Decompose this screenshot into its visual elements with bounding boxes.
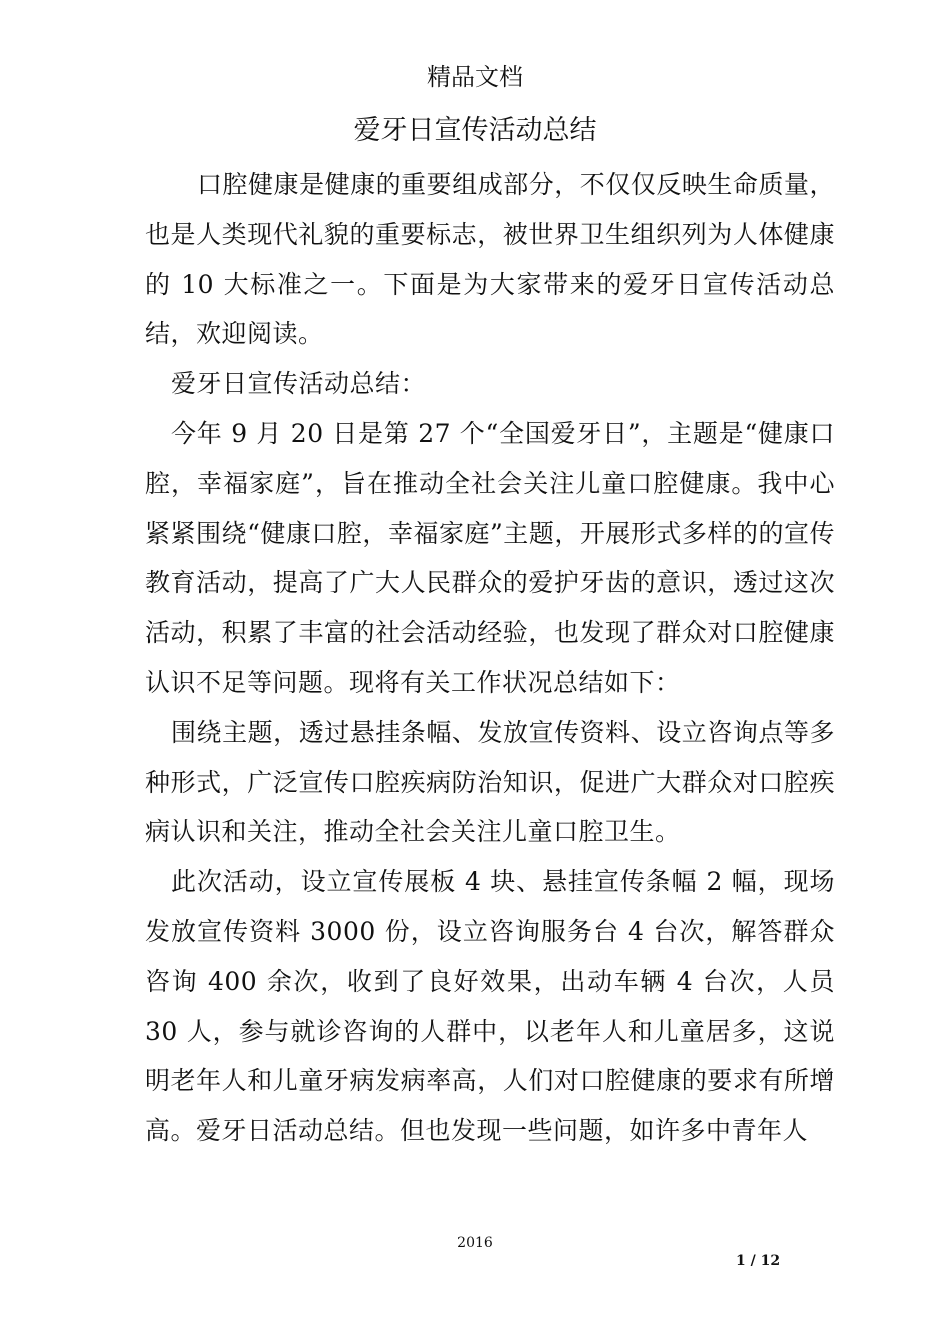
document-body bbox=[145, 160, 835, 1156]
page-header: 精品文档 bbox=[427, 63, 523, 91]
page-number: 1 / 12 bbox=[736, 1253, 781, 1269]
paragraph-results: 此次活动，设立宣传展板 4 块、悬挂宣传条幅 2 幅，现场发放宣传资料 3000 份，设立咨询服务台 4 台次，解答群众咨询 400 余次，收到了良好效果，出动车辆 4 台次，人员 30 人，参与就诊咨询的人群中，以老年人和儿童居多，这说明老年人和儿童牙病发病率高，人们对口腔健康的要求有所增高。爱牙日活动总结。但也发现一些问题，如许多中青年人 bbox=[145, 867, 835, 1146]
document-title: 爱牙日宣传活动总结 bbox=[353, 115, 597, 146]
footer-year: 2016 bbox=[457, 1235, 493, 1251]
paragraph-intro: 口腔健康是健康的重要组成部分，不仅仅反映生命质量，也是人类现代礼貌的重要标志，被世界卫生组织列为人体健康的 10 大标准之一。下面是为大家带来的爱牙日宣传活动总结，欢迎阅读。 bbox=[145, 170, 835, 349]
paragraph-activities: 围绕主题，透过悬挂条幅、发放宣传资料、设立咨询点等多种形式，广泛宣传口腔疾病防治知识，促进广大群众对口腔疾病认识和关注，推动全社会关注儿童口腔卫生。 bbox=[145, 717, 835, 847]
paragraph-overview: 今年 9 月 20 日是第 27 个“全国爱牙日”，主题是“健康口腔，幸福家庭”，旨在推动全社会关注儿童口腔健康。我中心紧紧围绕“健康口腔，幸福家庭”主题，开展形式多样的的宣传教育活动，提高了广大人民群众的爱护牙齿的意识，透过这次活动，积累了丰富的社会活动经验，也发现了群众对口腔健康认识不足等问题。现将有关工作状况总结如下： bbox=[145, 418, 835, 697]
paragraph-subheading: 爱牙日宣传活动总结： bbox=[171, 369, 427, 399]
